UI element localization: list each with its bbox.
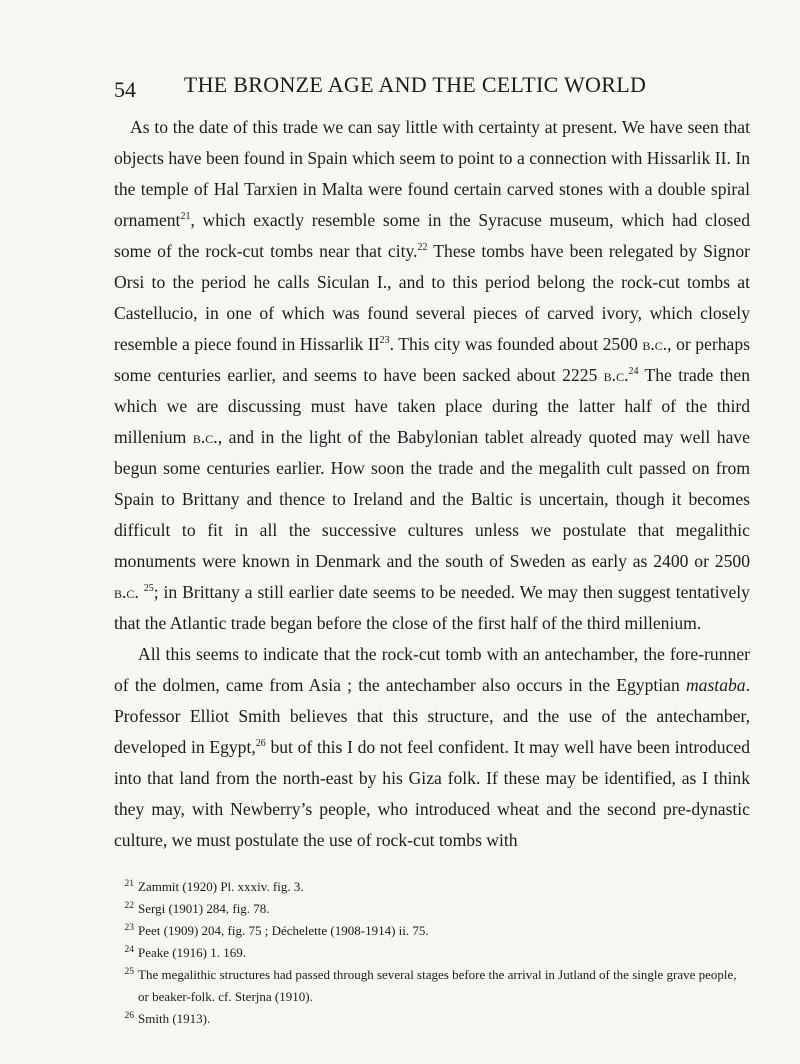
footnote-number: 24 — [124, 945, 134, 955]
text-span: . This city was founded about 2500 — [389, 334, 643, 354]
footnote-number: 22 — [124, 901, 134, 911]
footnote-text: The megalithic structures had passed through several stages before the arrival in Jutland of the single grave people, or beaker-folk. cf. Sterjna (1910). — [138, 967, 737, 1004]
footnote-26 — [114, 1008, 750, 1030]
paragraph-2 — [114, 639, 750, 856]
footnote-number: 26 — [124, 1011, 134, 1021]
footnote-ref-26[interactable]: 26 — [255, 738, 266, 749]
footnote-text: Zammit (1920) Pl. xxxiv. fig. 3. — [138, 879, 304, 894]
era-abbrev: b.c. — [192, 427, 218, 447]
text-span: All this seems to indicate that the rock-cut tomb with an antechamber, the fore-runner of the dolmen, came from Asia ; the antechamber also occurs in the Egyptian — [114, 644, 750, 695]
footnote-ref-25[interactable]: 25 — [143, 583, 154, 594]
footnote-21 — [114, 876, 750, 898]
era-abbrev: b.c. — [642, 334, 668, 354]
footnote-24 — [114, 942, 750, 964]
page-number: 54 — [114, 77, 136, 102]
footnote-23 — [114, 920, 750, 942]
footnote-number: 23 — [124, 923, 134, 933]
text-span: but of this I do not feel confident. It may well have been introduced into that land from the north-east by his Giza folk. If these may be identified, as I think they may, with Newberry’s people, who introduced wheat and the second pre-dynastic culture, we must postulate the use of rock-cut tombs with — [114, 737, 750, 850]
footnote-text: Peet (1909) 204, fig. 75 ; Déchelette (1908-1914) ii. 75. — [138, 923, 429, 938]
footnote-number: 21 — [124, 879, 134, 889]
text-span: These tombs have been relegated by Signor Orsi to the period he calls Siculan I., and to this period belong the rock-cut tombs at Castellucio, in one of which was found several pieces of carved ivory, which closely resemble a piece found in Hissarlik II — [114, 241, 750, 354]
body-text — [114, 112, 750, 856]
footnote-22 — [114, 898, 750, 920]
footnote-25 — [114, 964, 750, 1008]
footnote-ref-23[interactable]: 23 — [379, 335, 390, 346]
footnote-ref-24[interactable]: 24 — [628, 366, 639, 377]
paragraph-1 — [114, 112, 750, 639]
text-span: ; in Brittany a still earlier date seems to be needed. We may then suggest tentatively that the Atlantic trade began before the close of the first half of the third millenium. — [114, 582, 750, 633]
text-span: As to the date of this trade we can say little with certainty at present. We have seen that objects have been found in Spain which seem to point to a connection with Hissarlik II. In the temple of Hal Tarxien in Malta were found certain carved stones with a double spiral ornament — [114, 117, 750, 230]
text-span: . Professor Elliot Smith believes that this structure, and the use of the antechamber, developed in Egypt, — [114, 675, 750, 757]
text-span: , which exactly resemble some in the Syracuse museum, which had closed some of the rock-cut tombs near that city. — [114, 210, 750, 261]
running-head: THE BRONZE AGE AND THE CELTIC WORLD — [183, 72, 647, 97]
era-abbrev: b.c. — [114, 582, 139, 602]
text-span: , or perhaps some centuries earlier, and seems to have been sacked about 2225 — [114, 334, 750, 385]
text-span: The trade then which we are discussing must have taken place during the latter half of the third millenium — [114, 365, 750, 447]
italic-term: mastaba — [685, 675, 746, 695]
text-span: , and in the light of the Babylonian tablet already quoted may well have begun some centuries earlier. How soon the trade and the megalith cult passed on from Spain to Brittany and thence to Ireland and the Baltic is uncertain, though it becomes difficult to fit in all the successive cultures unless we postulate that megalithic monuments were known in Denmark and the south of Sweden as early as 2400 or 2500 — [114, 427, 750, 571]
footnote-text: Peake (1916) 1. 169. — [138, 945, 246, 960]
footnote-text: Sergi (1901) 284, fig. 78. — [138, 901, 270, 916]
footnote-ref-21[interactable]: 21 — [180, 211, 191, 222]
footnote-ref-22[interactable]: 22 — [417, 242, 428, 253]
footnote-text: Smith (1913). — [138, 1011, 211, 1026]
footnotes — [114, 876, 750, 1030]
era-abbrev: b.c. — [603, 365, 629, 385]
footnote-number: 25 — [124, 967, 134, 977]
